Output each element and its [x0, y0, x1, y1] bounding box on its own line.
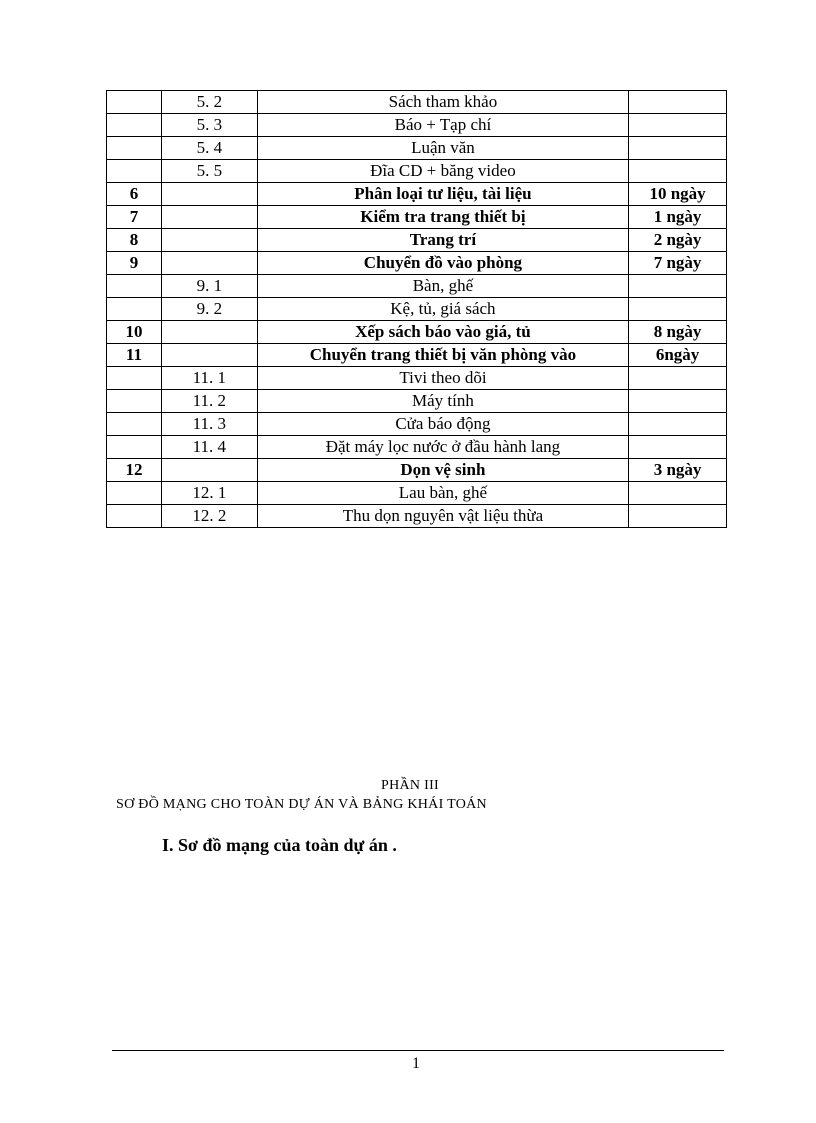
table-row [107, 321, 727, 344]
duration-cell: 3 ngày [629, 459, 727, 482]
duration-cell [629, 390, 727, 413]
table-row [107, 206, 727, 229]
table-row [107, 367, 727, 390]
task-name-cell: Xếp sách báo vào giá, tủ [257, 321, 628, 344]
table-row [107, 436, 727, 459]
duration-cell [629, 367, 727, 390]
task-number-cell [107, 436, 162, 459]
duration-cell: 6ngày [629, 344, 727, 367]
duration-cell [629, 413, 727, 436]
subtask-number-cell [161, 206, 257, 229]
table-row [107, 413, 727, 436]
task-number-cell: 11 [107, 344, 162, 367]
task-name-cell: Thu dọn nguyên vật liệu thừa [257, 505, 628, 528]
task-number-cell: 6 [107, 183, 162, 206]
subtask-number-cell [161, 344, 257, 367]
table-row [107, 459, 727, 482]
task-name-cell: Phân loại tư liệu, tài liệu [257, 183, 628, 206]
subtask-number-cell [161, 183, 257, 206]
subtask-number-cell: 5. 2 [161, 91, 257, 114]
subtask-number-cell: 11. 1 [161, 367, 257, 390]
task-number-cell: 9 [107, 252, 162, 275]
task-number-cell [107, 160, 162, 183]
duration-cell [629, 505, 727, 528]
task-number-cell [107, 390, 162, 413]
subtask-number-cell: 9. 2 [161, 298, 257, 321]
duration-cell [629, 91, 727, 114]
table-row [107, 344, 727, 367]
table-row [107, 482, 727, 505]
task-number-cell [107, 298, 162, 321]
task-name-cell: Đặt máy lọc nước ở đầu hành lang [257, 436, 628, 459]
footer-divider [112, 1050, 724, 1051]
task-number-cell [107, 505, 162, 528]
task-schedule-table [106, 90, 727, 528]
table-row [107, 390, 727, 413]
table-row [107, 114, 727, 137]
duration-cell [629, 160, 727, 183]
task-number-cell [107, 91, 162, 114]
task-number-cell [107, 413, 162, 436]
task-name-cell: Dọn vệ sinh [257, 459, 628, 482]
task-name-cell: Sách tham khảo [257, 91, 628, 114]
table-row [107, 91, 727, 114]
section-heading: I. Sơ đồ mạng của toàn dự án . [162, 835, 397, 855]
subtask-number-cell [161, 252, 257, 275]
task-name-cell: Luận văn [257, 137, 628, 160]
duration-cell: 2 ngày [629, 229, 727, 252]
duration-cell: 8 ngày [629, 321, 727, 344]
subtask-number-cell: 11. 3 [161, 413, 257, 436]
task-name-cell: Máy tính [257, 390, 628, 413]
subtask-number-cell: 11. 2 [161, 390, 257, 413]
part-subtitle: SƠ ĐỒ MẠNG CHO TOÀN DỰ ÁN VÀ BẢNG KHÁI TOÁN [116, 797, 487, 812]
task-name-cell: Đĩa CD + băng video [257, 160, 628, 183]
task-number-cell: 10 [107, 321, 162, 344]
table-row [107, 505, 727, 528]
task-number-cell: 12 [107, 459, 162, 482]
task-schedule-body [107, 91, 727, 528]
task-number-cell: 7 [107, 206, 162, 229]
task-name-cell: Trang trí [257, 229, 628, 252]
task-name-cell: Kệ, tủ, giá sách [257, 298, 628, 321]
duration-cell [629, 298, 727, 321]
duration-cell [629, 436, 727, 459]
task-name-cell: Chuyển đồ vào phòng [257, 252, 628, 275]
task-number-cell [107, 137, 162, 160]
task-number-cell: 8 [107, 229, 162, 252]
duration-cell [629, 137, 727, 160]
table-row [107, 252, 727, 275]
task-name-cell: Chuyển trang thiết bị văn phòng vào [257, 344, 628, 367]
subtask-number-cell: 5. 5 [161, 160, 257, 183]
duration-cell: 7 ngày [629, 252, 727, 275]
task-number-cell [107, 482, 162, 505]
duration-cell: 1 ngày [629, 206, 727, 229]
subtask-number-cell: 12. 1 [161, 482, 257, 505]
duration-cell [629, 275, 727, 298]
table-row [107, 298, 727, 321]
table-row [107, 183, 727, 206]
subtask-number-cell: 5. 3 [161, 114, 257, 137]
subtask-number-cell: 11. 4 [161, 436, 257, 459]
task-name-cell: Kiểm tra trang thiết bị [257, 206, 628, 229]
subtask-number-cell: 5. 4 [161, 137, 257, 160]
table-row [107, 275, 727, 298]
task-name-cell: Bàn, ghế [257, 275, 628, 298]
table-row [107, 160, 727, 183]
subtask-number-cell: 12. 2 [161, 505, 257, 528]
task-number-cell [107, 367, 162, 390]
duration-cell [629, 114, 727, 137]
task-number-cell [107, 275, 162, 298]
task-name-cell: Báo + Tạp chí [257, 114, 628, 137]
duration-cell: 10 ngày [629, 183, 727, 206]
task-name-cell: Tivi theo dõi [257, 367, 628, 390]
part-title: PHẦN III [380, 778, 439, 793]
subtask-number-cell [161, 321, 257, 344]
table-row [107, 137, 727, 160]
subtask-number-cell [161, 229, 257, 252]
task-number-cell [107, 114, 162, 137]
task-name-cell: Cửa báo động [257, 413, 628, 436]
page-number: 1 [412, 1055, 420, 1072]
subtask-number-cell: 9. 1 [161, 275, 257, 298]
subtask-number-cell [161, 459, 257, 482]
table-row [107, 229, 727, 252]
duration-cell [629, 482, 727, 505]
task-name-cell: Lau bàn, ghế [257, 482, 628, 505]
